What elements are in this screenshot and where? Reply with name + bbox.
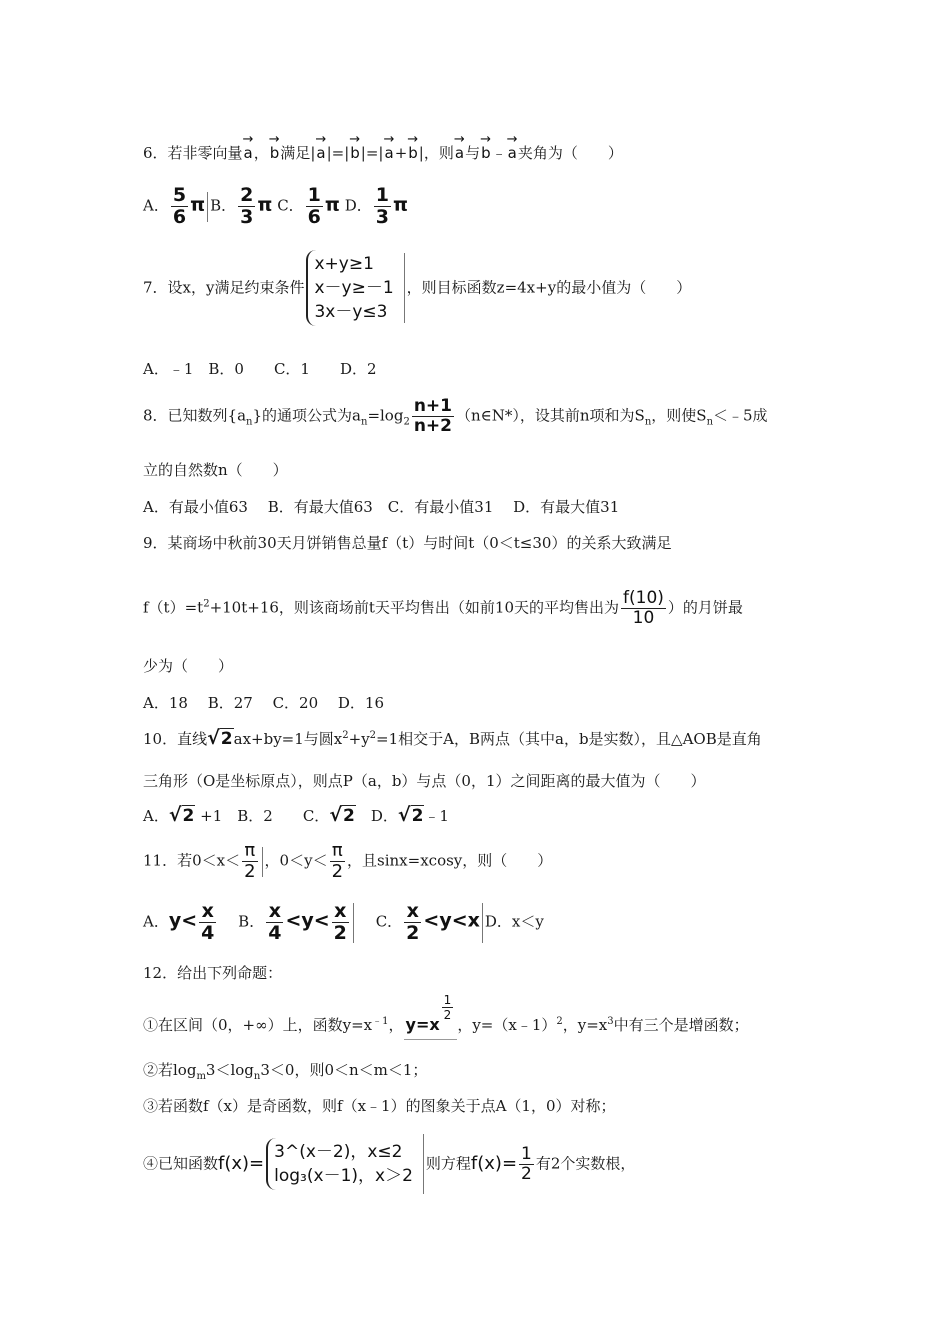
vector-a: → a [244, 140, 253, 161]
q8-line: 8．已知数列$\{a_n\}$的通项公式为$a_n=\log_2$ $\frac{n+1}{n+2}$ （n∈N*），设其前n项和为$S_n$，则使$S_n<﹣5$成 [143, 396, 768, 436]
q9-line3: 少为（ ） [143, 657, 234, 675]
q11-line: 11．若0＜x＜ $\frac{\pi}{2}$ ，0＜y＜ $\frac{\pi}{2}$ ，且sinx=xcosy，则（ ） [143, 840, 553, 882]
q7-options: A．﹣1 B．0 C．1 D．2 [143, 360, 377, 378]
q11-options: A．y< $\frac{x}{4}$ B． $\frac{x}{4}$ <y< $\frac{x}{2}$ C． $\frac{x}{2}$ <y<x D．x＜y [143, 900, 544, 944]
vector-b: → b [270, 140, 280, 161]
fraction: $\frac{f(10)}{10}$ [623, 588, 664, 628]
q10-options: A．√2 +1 B．2 C．√2 D．√2﹣1 [143, 804, 449, 826]
q12-item4: ④已知函数f(x)= 3^(x－2)，x≤2 log₃(x－1)，x＞2 则方程f(x)= $\frac{1}{2}$ 有2个实数根， [143, 1134, 635, 1194]
q7-line: 7．设x，y满足约束条件 x+y≥1 x－y≥－1 3x－y≤3 ，则目标函数z=4x+y的最小值为（ ） [143, 250, 691, 326]
piecewise-function: 3^(x－2)，x≤2 log₃(x－1)，x＞2 [266, 1138, 419, 1190]
q6-options: A． $\frac{5}{6}$ π B． $\frac{2}{3}$ π C． $\frac{1}{6}$ π D． $\frac{1}{3}$ π [143, 184, 409, 228]
fraction: $\frac{1}{2}$ [521, 1143, 532, 1184]
sqrt: √2 [207, 727, 233, 749]
q8-options: A．有最小值63 B．有最大值63 C．有最小值31 D．有最大值31 [143, 498, 620, 516]
q10-line1: 10．直线√2ax+by=1与圆$x^2+y^2=1$相交于A，B两点（其中a，b是实数），且△AOB是直角 [143, 727, 762, 749]
q9-options: A．18 B．27 C．20 D．16 [143, 694, 385, 712]
q10-line2: 三角形（O是坐标原点），则点P（a，b）与点（0，1）之间距离的最大值为（ ） [143, 772, 706, 790]
fraction: $\frac{5}{6}$ [172, 184, 187, 228]
q6-line: 6．若非零向量→ a，→ b满足|→ a|=|→ b|=|→ a+→ b|，则→ a与→ b﹣→ a夹角为（ ） [143, 140, 623, 161]
fraction: $\frac{\pi}{2}$ [244, 840, 256, 882]
q9-line1: 9．某商场中秋前30天月饼销售总量f（t）与时间t（0＜t≤30）的关系大致满足 [143, 534, 672, 552]
q12-title: 12．给出下列命题： [143, 964, 283, 982]
q12-item1: ①在区间（0，+∞）上，函数$y=x^{﹣1}$， y=x $\frac{1}{2}$ ，y=（x﹣1）$^2$，$y=x^3$中有三个是增函数； [143, 1012, 749, 1040]
q9-line2: $f(t)=t^2+10t+16$，则该商场前t天平均售出（如前10天的平均售出为 $\frac{f(10)}{10}$ ）的月饼最 [143, 588, 743, 628]
q12-item2: ②若$\log_m3<\log_n3<0$，则0＜n＜m＜1； [143, 1061, 428, 1082]
q12-item3: ③若函数f（x）是奇函数，则f（x﹣1）的图象关于点A（1，0）对称； [143, 1097, 616, 1115]
constraint-system: x+y≥1 x－y≥－1 3x－y≤3 [306, 250, 399, 326]
fraction: $\frac{n+1}{n+2}$ [413, 396, 452, 436]
q8-line2: 立的自然数n（ ） [143, 461, 288, 479]
power-expression: y=x $\frac{1}{2}$ [404, 1012, 458, 1040]
